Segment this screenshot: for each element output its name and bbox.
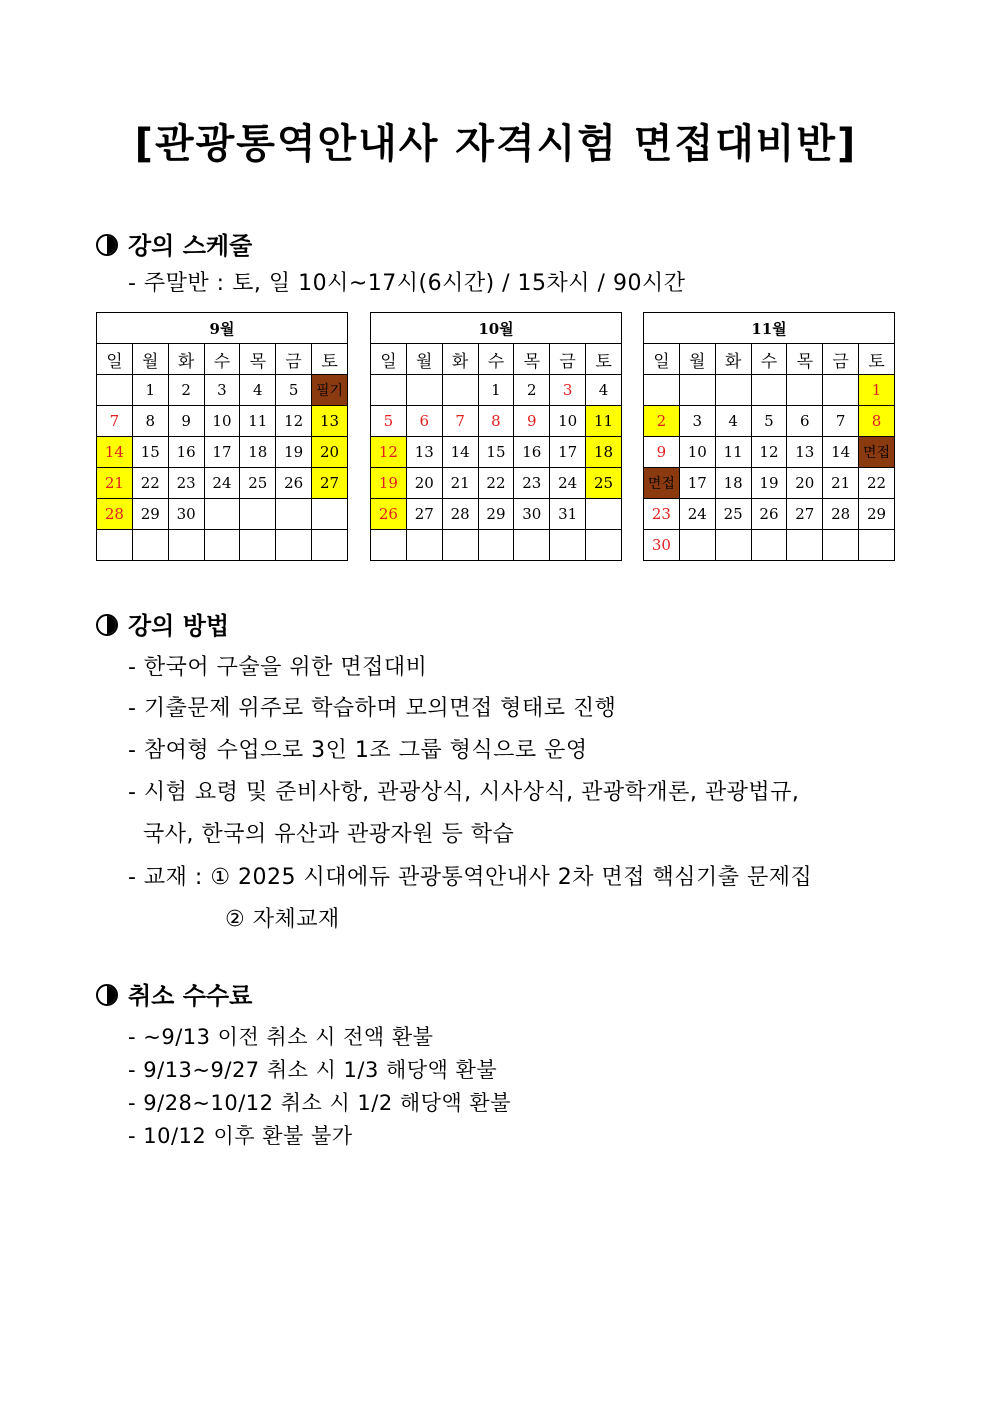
calendar-day-cell: [97, 375, 133, 406]
weekday-header: 화: [168, 344, 204, 375]
calendar-day-cell: [276, 499, 312, 530]
calendar-day-cell: 19: [371, 468, 407, 499]
calendar-day-cell: 12: [371, 437, 407, 468]
calendar-day-cell: 26: [371, 499, 407, 530]
weekday-header: 토: [586, 344, 622, 375]
calendar-day-cell: 29: [478, 499, 514, 530]
weekday-header: 화: [715, 344, 751, 375]
calendar-day-cell: 9: [514, 406, 550, 437]
calendar-day-cell: 면접: [859, 437, 895, 468]
calendar-day-cell: 16: [514, 437, 550, 468]
calendar-day-cell: 13: [312, 406, 348, 437]
weekday-header: 수: [204, 344, 240, 375]
half-circle-bullet-icon: [96, 614, 118, 636]
refund-line: - 10/12 이후 환불 불가: [128, 1124, 353, 1148]
calendar-day-cell: [823, 530, 859, 561]
weekday-header: 일: [97, 344, 133, 375]
calendar-day-cell: [715, 375, 751, 406]
weekday-header: 화: [442, 344, 478, 375]
calendar-day-cell: 23: [644, 499, 680, 530]
method-heading: [96, 606, 229, 641]
calendar-day-cell: 27: [312, 468, 348, 499]
calendar-day-cell: 20: [787, 468, 823, 499]
calendar-november: [643, 312, 895, 561]
calendar-day-cell: 2: [514, 375, 550, 406]
calendar-day-cell: 3: [550, 375, 586, 406]
calendar-day-cell: 14: [442, 437, 478, 468]
calendar-day-cell: [586, 499, 622, 530]
calendar-day-cell: 6: [406, 406, 442, 437]
calendar-day-cell: 11: [586, 406, 622, 437]
calendar-day-cell: 10: [204, 406, 240, 437]
calendar-day-cell: [751, 375, 787, 406]
method-line: - 참여형 수업으로 3인 1조 그룹 형식으로 운영: [128, 738, 588, 763]
calendar-day-cell: [787, 375, 823, 406]
calendar-day-cell: 12: [751, 437, 787, 468]
method-line: - 시험 요령 및 준비사항, 관광상식, 시사상식, 관광학개론, 관광법규,: [128, 780, 800, 805]
calendar-day-cell: 22: [478, 468, 514, 499]
weekday-header: 목: [787, 344, 823, 375]
calendar-day-cell: 14: [97, 437, 133, 468]
calendar-day-cell: [276, 530, 312, 561]
refund-line: - 9/28~10/12 취소 시 1/2 해당액 환불: [128, 1091, 511, 1115]
calendar-day-cell: 25: [240, 468, 276, 499]
half-circle-bullet-icon: [96, 234, 118, 256]
calendar-day-cell: 3: [679, 406, 715, 437]
calendar-day-cell: 22: [132, 468, 168, 499]
calendar-day-cell: 18: [240, 437, 276, 468]
calendar-day-cell: [787, 530, 823, 561]
calendar-day-cell: [715, 530, 751, 561]
calendar-day-cell: 11: [715, 437, 751, 468]
calendar-day-cell: 11: [240, 406, 276, 437]
weekday-header: 목: [514, 344, 550, 375]
calendar-day-cell: 23: [514, 468, 550, 499]
calendar-day-cell: [751, 530, 787, 561]
calendar-day-cell: 6: [787, 406, 823, 437]
calendar-day-cell: [406, 530, 442, 561]
calendar-day-cell: [442, 530, 478, 561]
calendar-day-cell: [644, 375, 680, 406]
calendar-day-cell: 21: [823, 468, 859, 499]
calendar-day-cell: 23: [168, 468, 204, 499]
calendar-day-cell: 19: [276, 437, 312, 468]
page-title: [관광통역안내사 자격시험 면접대비반]: [134, 121, 858, 167]
half-circle-bullet-icon: [96, 984, 118, 1006]
calendar-day-cell: [478, 530, 514, 561]
weekday-header: 토: [859, 344, 895, 375]
calendar-day-cell: 7: [823, 406, 859, 437]
calendar-day-cell: 30: [644, 530, 680, 561]
weekday-header: 토: [312, 344, 348, 375]
calendar-day-cell: [168, 530, 204, 561]
calendar-day-cell: 30: [168, 499, 204, 530]
calendar-day-cell: 1: [859, 375, 895, 406]
calendar-day-cell: [586, 530, 622, 561]
method-line: 국사, 한국의 유산과 관광자원 등 학습: [128, 822, 515, 847]
calendar-day-cell: 필기: [312, 375, 348, 406]
schedule-heading-text: 강의 스케줄: [128, 232, 253, 260]
calendar-day-cell: [97, 530, 133, 561]
calendar-day-cell: 14: [823, 437, 859, 468]
schedule-line: - 주말반 : 토, 일 10시~17시(6시간) / 15차시 / 90시간: [128, 271, 686, 296]
method-heading-text: 강의 방법: [128, 612, 230, 640]
weekday-header: 수: [751, 344, 787, 375]
calendar-day-cell: [132, 530, 168, 561]
calendar-day-cell: 17: [204, 437, 240, 468]
calendar-day-cell: 30: [514, 499, 550, 530]
weekday-header: 목: [240, 344, 276, 375]
calendar-day-cell: 5: [371, 406, 407, 437]
calendar-day-cell: 28: [823, 499, 859, 530]
calendar-day-cell: 4: [586, 375, 622, 406]
calendar-day-cell: 20: [406, 468, 442, 499]
calendar-day-cell: 24: [204, 468, 240, 499]
calendar-day-cell: [312, 499, 348, 530]
calendar-month-label: 9월: [97, 313, 348, 344]
calendar-day-cell: 1: [478, 375, 514, 406]
calendar-day-cell: 19: [751, 468, 787, 499]
calendar-month-label: 10월: [371, 313, 622, 344]
calendar-day-cell: 27: [406, 499, 442, 530]
refund-line: - ~9/13 이전 취소 시 전액 환불: [128, 1025, 434, 1049]
weekday-header: 일: [371, 344, 407, 375]
calendar-day-cell: 7: [442, 406, 478, 437]
method-line: - 교재 : ① 2025 시대에듀 관광통역안내사 2차 면접 핵심기출 문제집: [128, 865, 813, 890]
calendar-day-cell: 15: [478, 437, 514, 468]
calendar-day-cell: [859, 530, 895, 561]
calendar-day-cell: [514, 530, 550, 561]
calendar-day-cell: 28: [442, 499, 478, 530]
calendar-day-cell: [679, 375, 715, 406]
calendar-day-cell: 25: [715, 499, 751, 530]
weekday-header: 월: [679, 344, 715, 375]
calendar-day-cell: 12: [276, 406, 312, 437]
calendar-day-cell: 17: [679, 468, 715, 499]
weekday-header: 수: [478, 344, 514, 375]
calendar-october: [370, 312, 622, 561]
calendar-day-cell: 29: [132, 499, 168, 530]
calendar-day-cell: [240, 530, 276, 561]
weekday-header: 일: [644, 344, 680, 375]
calendar-day-cell: [240, 499, 276, 530]
calendar-day-cell: 8: [478, 406, 514, 437]
calendar-day-cell: 2: [168, 375, 204, 406]
calendar-day-cell: 26: [751, 499, 787, 530]
method-line: - 한국어 구술을 위한 면접대비: [128, 655, 428, 680]
calendar-day-cell: 5: [276, 375, 312, 406]
refund-heading-text: 취소 수수료: [128, 982, 253, 1010]
method-line: - 기출문제 위주로 학습하며 모의면접 형태로 진행: [128, 696, 617, 721]
calendar-day-cell: 8: [859, 406, 895, 437]
calendar-day-cell: 10: [679, 437, 715, 468]
calendar-day-cell: 9: [168, 406, 204, 437]
calendar-day-cell: 29: [859, 499, 895, 530]
calendar-day-cell: 4: [715, 406, 751, 437]
weekday-header: 월: [132, 344, 168, 375]
calendar-day-cell: 1: [132, 375, 168, 406]
calendar-day-cell: 18: [586, 437, 622, 468]
calendar-day-cell: 17: [550, 437, 586, 468]
refund-line: - 9/13~9/27 취소 시 1/3 해당액 환불: [128, 1058, 498, 1082]
refund-heading: [96, 976, 252, 1011]
calendar-day-cell: 20: [312, 437, 348, 468]
calendar-day-cell: 4: [240, 375, 276, 406]
calendar-day-cell: 3: [204, 375, 240, 406]
calendar-day-cell: [371, 530, 407, 561]
method-line: ② 자체교재: [225, 907, 340, 932]
calendar-day-cell: 24: [679, 499, 715, 530]
calendar-month-label: 11월: [644, 313, 895, 344]
calendar-day-cell: 18: [715, 468, 751, 499]
calendar-day-cell: [823, 375, 859, 406]
calendar-day-cell: [550, 530, 586, 561]
weekday-header: 금: [276, 344, 312, 375]
calendar-september: [96, 312, 348, 561]
calendar-day-cell: 21: [442, 468, 478, 499]
calendar-day-cell: 22: [859, 468, 895, 499]
calendar-day-cell: 26: [276, 468, 312, 499]
weekday-header: 월: [406, 344, 442, 375]
calendar-day-cell: [204, 499, 240, 530]
calendar-day-cell: 16: [168, 437, 204, 468]
calendar-day-cell: [406, 375, 442, 406]
calendar-day-cell: 7: [97, 406, 133, 437]
calendar-day-cell: 10: [550, 406, 586, 437]
calendar-day-cell: 9: [644, 437, 680, 468]
calendar-day-cell: 24: [550, 468, 586, 499]
calendar-day-cell: 27: [787, 499, 823, 530]
weekday-header: 금: [823, 344, 859, 375]
calendar-day-cell: 13: [406, 437, 442, 468]
calendar-day-cell: [312, 530, 348, 561]
calendar-day-cell: 25: [586, 468, 622, 499]
calendar-day-cell: 31: [550, 499, 586, 530]
calendar-day-cell: 면접: [644, 468, 680, 499]
weekday-header: 금: [550, 344, 586, 375]
schedule-heading: [96, 226, 252, 261]
calendar-day-cell: [371, 375, 407, 406]
calendar-day-cell: 15: [132, 437, 168, 468]
calendar-day-cell: 2: [644, 406, 680, 437]
calendar-day-cell: 5: [751, 406, 787, 437]
calendar-day-cell: [204, 530, 240, 561]
calendar-day-cell: 28: [97, 499, 133, 530]
calendar-day-cell: [679, 530, 715, 561]
calendar-day-cell: 21: [97, 468, 133, 499]
calendar-day-cell: 13: [787, 437, 823, 468]
calendar-day-cell: 8: [132, 406, 168, 437]
calendar-day-cell: [442, 375, 478, 406]
